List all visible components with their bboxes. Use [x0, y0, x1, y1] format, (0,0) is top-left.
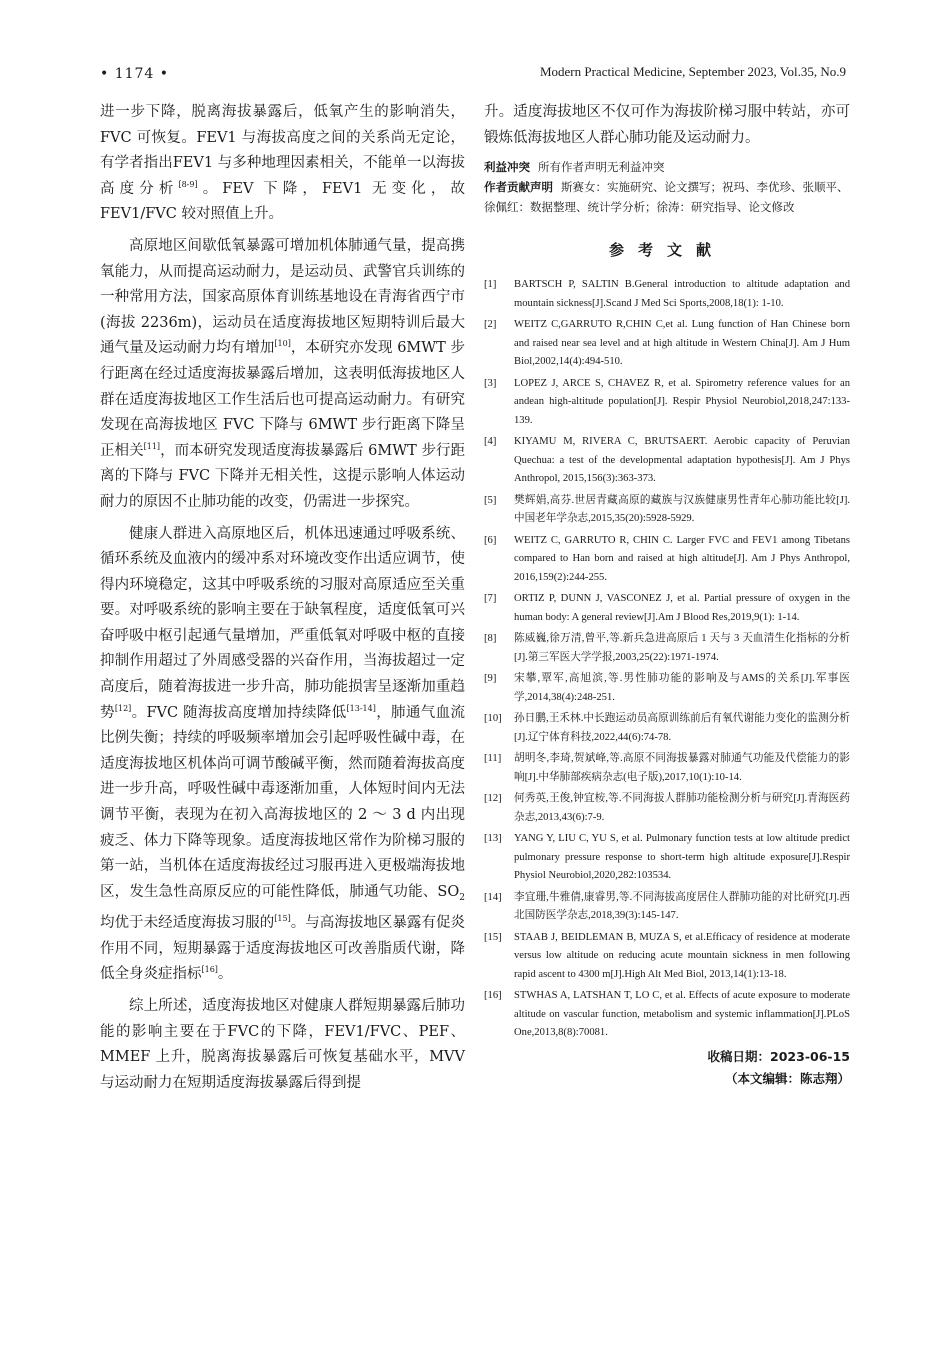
reference-item — [484, 670, 850, 707]
reference-text: 陈威巍,徐万清,曾平,等.新兵急进高原后 1 天与 3 天血清生化指标的分析[J].第三军医大学学报,2003,25(22):1971-1974. — [514, 633, 850, 663]
reference-item — [484, 710, 850, 747]
left-column — [100, 100, 465, 1102]
reference-number: [6] — [484, 534, 497, 546]
reference-list — [484, 276, 850, 1043]
reference-text: LOPEZ J, ARCE S, CHAVEZ R, et al. Spirometry reference values for an andean high-altitude population[J]. Respir Physiol Neurobiol,2018,247:133-139. — [514, 377, 850, 426]
body-paragraph: 高原地区间歇低氧暴露可增加机体肺通气量，提高携氧能力，从而提高运动耐力，是运动员、武警官兵训练的一种常用方法，国家高原体育训练基地设在青海省西宁市(海拔 2236m)，运动员在适度海拔地区短期特训后最大通气量及运动耐力均有增加[10]，本研究亦发现 6MWT 步行距离在经过适度海拔暴露后增加，这表明低海拔地区人群在适度海拔地区工作生活后也可提高运动耐力。有研究发现在高海拔地区 FVC 下降与 6MWT 步行距离下降呈正相关[11]，而本研究发现适度海拔暴露后 6MWT 步行距离的下降与 FVC 下降并无相关性，这提示影响人体运动耐力的原因不止肺功能的改变，仍需进一步探究。 — [100, 237, 466, 510]
reference-item — [484, 750, 850, 787]
reference-number: [11] — [484, 753, 502, 765]
author-contributions: 作者贡献声明 斯赛女：实施研究、论文撰写；祝玛、李优珍、张顺平、徐佩红：数据整理、统计学分析；徐涛：研究指导、论文修改 — [484, 180, 849, 215]
reference-text: WEITZ C,GARRUTO R,CHIN C,et al. Lung function of Han Chinese born and raised near sea level and at high altitude in Western China[J]. Am J Hum Biol,2002,14(4):494-510. — [514, 319, 850, 368]
reference-text: 樊辉娟,高芬.世居青藏高原的藏族与汉族健康男性青年心肺功能比较[J].中国老年学杂志,2015,35(20):5928-5929. — [514, 494, 850, 525]
reference-number: [4] — [484, 436, 497, 448]
editor-note: （本文编辑：陈志翔） — [724, 1070, 850, 1086]
reference-text: STAAB J, BEIDLEMAN B, MUZA S, et al.Efficacy of residence at moderate versus low altitude on reducing acute mountain sickness in men following rapid ascent to 4300 m[J].High Alt Med Biol, 2013,14(1):13-18. — [514, 931, 850, 980]
body-paragraph: 综上所述，适度海拔地区对健康人群短期暴露后肺功能的影响主要在于FVC的下降，FEV1/FVC、PEF、MMEF 上升，脱离海拔暴露后可恢复基础水平，MVV 与运动耐力在短期适度海拔暴露后得到提 — [100, 998, 465, 1091]
reference-number: [14] — [484, 891, 502, 903]
references-heading: 参考文献 — [608, 241, 725, 260]
reference-number: [16] — [484, 990, 502, 1002]
reference-item — [484, 433, 850, 489]
conflict-of-interest: 利益冲突 所有作者声明无利益冲突 — [484, 160, 665, 175]
body-paragraph: 健康人群进入高原地区后，机体迅速通过呼吸系统、循环系统及血液内的缓冲系对环境改变作出适应调节，使得内环境稳定，这其中呼吸系统的习服对高原适应至关重要。对呼吸系统的影响主要在于缺氧程度，适度低氧可兴奋呼吸中枢引起通气量增加，严重低氧对呼吸中枢的直接抑制作用超过了外周感受器的兴奋作用，当海拔超过一定高度后，随着海拔进一步升高，肺功能损害呈逐渐加重趋势[12]。FVC 随海拔高度增加持续降低[13-14]，肺通气血流比例失衡；持续的呼吸频率增加会引起呼吸性碱中毒，在适度海拔地区机体尚可调节酸碱平衡，然而随着海拔高度进一步升高，呼吸性碱中毒逐渐加重，人体短时间内无法调节平衡，表现为在初入高海拔地区的 2 ～ 3 d 内出现疲乏、体力下降等现象。适度海拔地区常作为阶梯习服的第一站，当机体在适度海拔经过习服再进入更极端海拔地区，发生急性高原反应的可能性降低，肺通气功能、$SO_2$ 均优于未经适度海拔习服的[15]。与高海拔地区暴露有促炎作用不同，短期暴露于适度海拔地区可改善脂质代谢，降低全身炎症指标[16]。 — [100, 525, 466, 983]
reference-item — [484, 790, 850, 827]
reference-text: 孙日鹏,王禾林.中长跑运动员高原训练前后有氧代谢能力变化的监测分析[J].辽宁体育科技,2022,44(6):74-78. — [514, 713, 850, 743]
reference-text: 李宜珊,牛雅倩,康睿男,等.不同海拔高度居住人群肺功能的对比研究[J].西北国防医学杂志,2018,39(3):145-147. — [514, 891, 850, 922]
body-paragraph: 进一步下降，脱离海拔暴露后，低氧产生的影响消失，FVC 可恢复。FEV1 与海拔高度之间的关系尚无定论，有学者指出FEV1 与多种地理因素相关，不能单一以海拔高度分析[8-9]。FEV 下降，FEV1 无变化，故 FEV1/FVC 较对照值上升。 — [100, 104, 465, 223]
journal-running-header: Modern Practical Medicine, September 2023, Vol.35, No.9 — [539, 64, 846, 79]
reference-text: BARTSCH P, SALTIN B.General introduction to altitude adaptation and mountain sickness[J].Scand J Med Sci Sports,2008,18(1): 1-10. — [514, 279, 850, 309]
reference-number: [12] — [484, 793, 502, 805]
reference-text: KIYAMU M, RIVERA C, BRUTSAERT. Aerobic capacity of Peruvian Quechua: a test of the developmental adaptation hypothesis[J]. Am J Phys Anthropol, 2015,156(3):363-373. — [514, 436, 850, 485]
reference-number: [5] — [484, 494, 497, 506]
right-column — [484, 100, 850, 1090]
reference-text: 胡明冬,李琦,贺斌峰,等.高原不同海拔暴露对肺通气功能及代偿能力的影响[J].中华肺部疾病杂志(电子版),2017,10(1):10-14. — [514, 753, 850, 783]
reference-text: WEITZ C, GARRUTO R, CHIN C. Larger FVC and FEV1 among Tibetans compared to Han born and raised at high altitude[J]. Am J Phys Anthropol, 2016,159(2):244-255. — [514, 534, 850, 583]
reference-text: ORTIZ P, DUNN J, VASCONEZ J, et al. Partial pressure of oxygen in the human body: A general review[J].Am J Blood Res,2019,9(1): 1-14. — [514, 593, 850, 623]
reference-number: [10] — [484, 713, 502, 725]
reference-item — [484, 532, 850, 588]
reference-item — [484, 929, 850, 985]
reference-text: 宋攀,覃军,高旭滨,等.男性肺功能的影响及与AMS的关系[J].军事医学,2014,38(4):248-251. — [514, 673, 850, 703]
reference-item — [484, 590, 850, 627]
reference-number: [9] — [484, 673, 497, 685]
reference-item — [484, 630, 850, 667]
reference-number: [13] — [484, 833, 502, 845]
reference-number: [7] — [484, 593, 497, 605]
reference-item — [484, 830, 850, 886]
reference-number: [2] — [484, 319, 497, 331]
reference-number: [3] — [484, 377, 497, 389]
reference-number: [1] — [484, 279, 497, 291]
reference-item — [484, 889, 850, 926]
reference-number: [15] — [484, 931, 502, 943]
reference-item — [484, 987, 850, 1043]
received-date: 收稿日期：2023-06-15 — [707, 1048, 850, 1064]
reference-item — [484, 276, 850, 313]
reference-text: YANG Y, LIU C, YU S, et al. Pulmonary function tests at low altitude predict pulmonary pressure response to short-term high altitude exposure[J].Respir Physiol Neurobiol,2020,282:103534. — [514, 833, 850, 882]
reference-text: 何秀英,王俊,钟宜桉,等.不同海拔人群肺功能检测分析与研究[J].青海医药杂志,2013,43(6):7-9. — [514, 793, 850, 823]
reference-item — [484, 375, 850, 431]
reference-item — [484, 492, 850, 529]
reference-item — [484, 316, 850, 372]
reference-text: STWHAS A, LATSHAN T, LO C, et al. Effects of acute exposure to moderate altitude on vascular function, metabolism and systemic inflammation[J].PLoS One,2013,8(8):70081. — [514, 990, 850, 1039]
reference-number: [8] — [484, 633, 497, 645]
body-paragraph: 升。适度海拔地区不仅可作为海拔阶梯习服中转站，亦可锻炼低海拔地区人群心肺功能及运动耐力。 — [484, 104, 850, 146]
page-number: • 1174 • — [100, 66, 170, 82]
